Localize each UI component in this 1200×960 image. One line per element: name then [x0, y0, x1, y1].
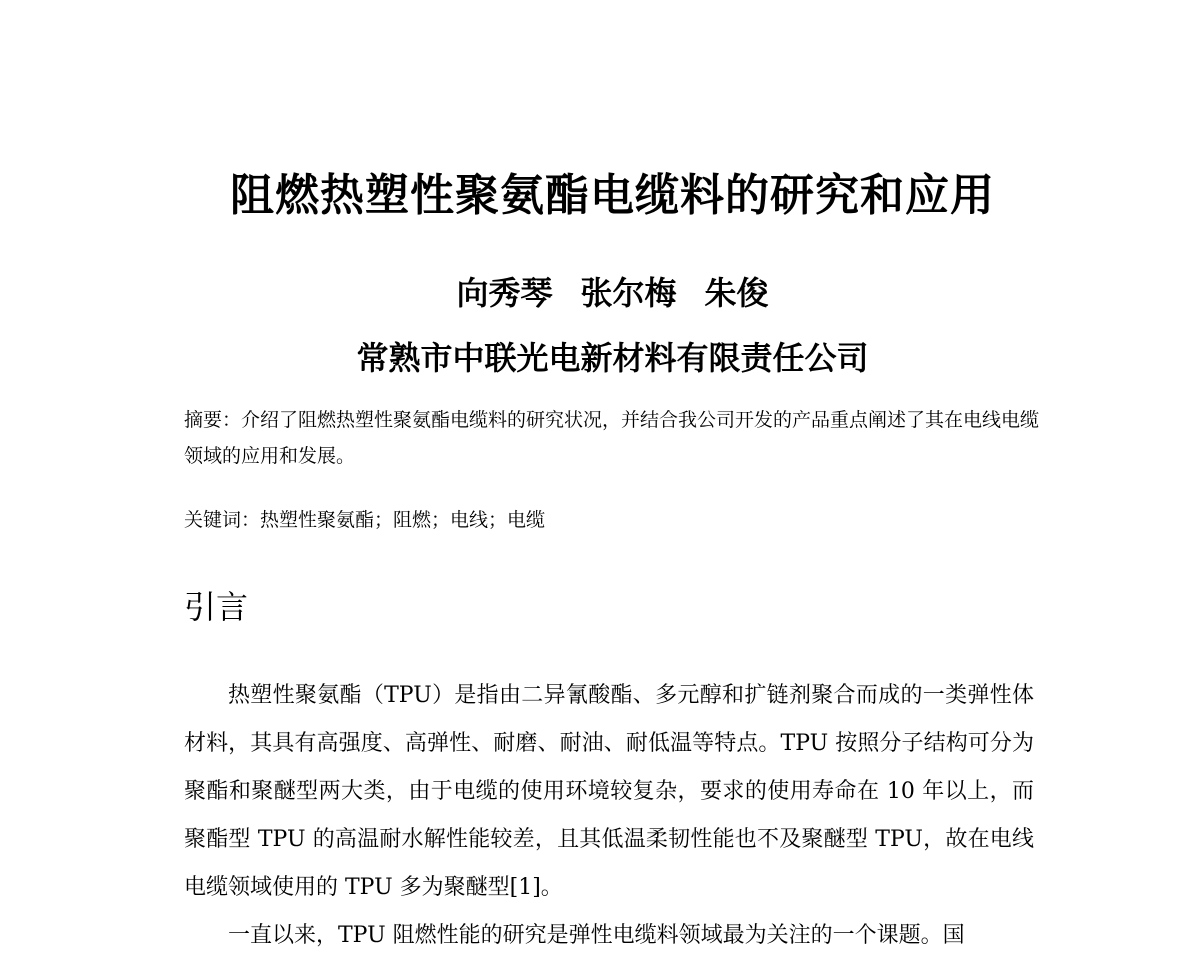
paper-title: 阻燃热塑性聚氨酯电缆料的研究和应用 — [230, 170, 995, 221]
body-paragraph: 热塑性聚氨酯（TPU）是指由二异氰酸酯、多元醇和扩链剂聚合而成的一类弹性体材料，其具有高强度、高弹性、耐磨、耐油、耐低温等特点。TPU 按照分子结构可分为聚酯和聚醚型两大类，由于电缆的使用环境较复杂，要求的使用寿命在 10 年以上，而聚酯型 TPU 的高温耐水解性能较差，且其低温柔韧性能也不及聚醚型 TPU，故在电线电缆领域使用的 TPU 多为聚醚型[1]。 — [184, 683, 1034, 900]
author-name: 张尔梅 — [580, 274, 677, 312]
abstract — [184, 402, 1044, 474]
author-name: 向秀琴 — [456, 274, 553, 312]
author-name: 朱俊 — [704, 274, 769, 312]
author-list — [0, 272, 1200, 314]
abstract-text: 摘要：介绍了阻燃热塑性聚氨酯电缆料的研究状况，并结合我公司开发的产品重点阐述了其在电线电缆领域的应用和发展。 — [184, 409, 1040, 467]
body-paragraph: 一直以来，TPU 阻燃性能的研究是弹性电缆料领域最为关注的一个课题。国 — [228, 923, 965, 948]
section-heading: 引言 — [184, 588, 249, 626]
keywords: 关键词：热塑性聚氨酯；阻燃；电线；电缆 — [184, 509, 546, 531]
body-text — [184, 672, 1034, 960]
affiliation: 常熟市中联光电新材料有限责任公司 — [356, 339, 869, 377]
